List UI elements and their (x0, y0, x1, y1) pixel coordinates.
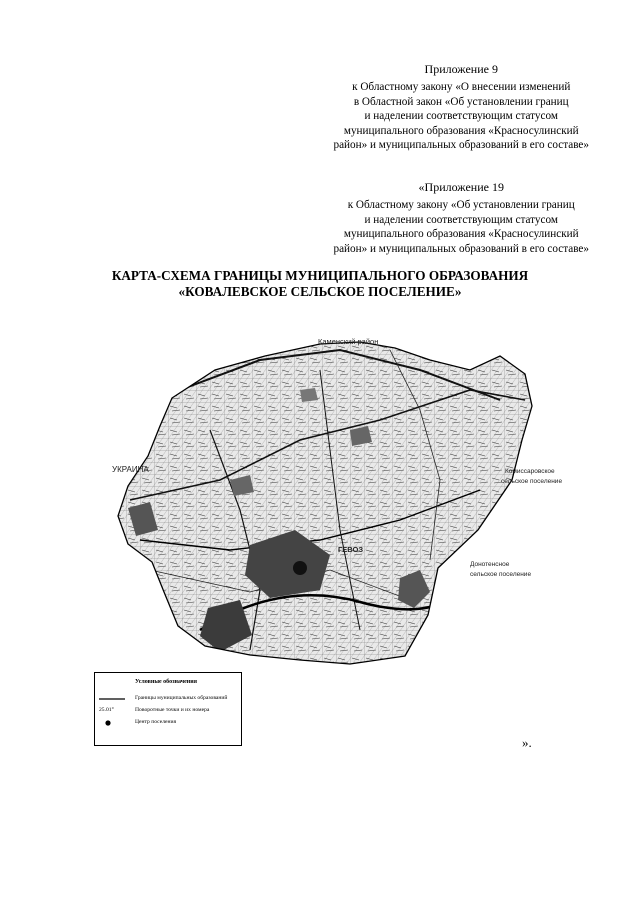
appendix-19-line: муниципального образования «Красносулинский (343, 228, 579, 241)
appendix-9-block (333, 62, 589, 152)
closing-quote: ». (522, 735, 532, 750)
map-label-donetskoe-2: сельское поселение (470, 571, 532, 578)
appendix-9-line: муниципального образования «Красносулинский (343, 124, 579, 137)
map-label-ukraine: УКРАИНА (112, 465, 149, 474)
legend-label: Границы муниципальных образований (135, 695, 228, 701)
map-label-kamensky: Каменский район (318, 337, 379, 346)
map-label-komissarovskoe-1: Комиссаровское (505, 468, 555, 475)
map-label-donetskoe-1: Донотенсное (470, 561, 510, 568)
appendix-9-title: Приложение 9 (424, 62, 498, 76)
legend-item-turning-points (99, 707, 239, 717)
appendix-19-block (333, 180, 589, 256)
appendix-19-line: к Областному закону «Об установлении границ (347, 199, 575, 212)
settlement-center-marker (293, 561, 307, 575)
map-territory (100, 330, 550, 680)
legend-item-boundary (99, 695, 239, 705)
legend-item-center (99, 719, 239, 729)
boundary-line-icon (99, 695, 127, 703)
settlement-center-icon (99, 719, 127, 727)
appendix-9-line: район» и муниципальных образований в его составе» (333, 139, 589, 152)
map-label-center: ГЕВОЗ (338, 545, 364, 554)
settlement-boundary-map (0, 330, 640, 680)
legend-label: Центр поселения (135, 719, 177, 725)
appendix-19-line: и наделении соответствующим статусом (364, 213, 558, 226)
map-label-komissarovskoe-2: сельское поселение (501, 478, 563, 485)
map-legend (94, 672, 242, 746)
appendix-9-line: к Областному закону «О внесении изменений (352, 81, 571, 94)
appendix-9-line: в Областной закон «Об установлении границ (353, 95, 569, 108)
document-title (0, 268, 640, 300)
legend-label: Поворотные точки и их номера (135, 707, 210, 713)
appendix-19-title: «Приложение 19 (418, 180, 504, 194)
document-title-line-1: КАРТА-СХЕМА ГРАНИЦЫ МУНИЦИПАЛЬНОГО ОБРАЗОВАНИЯ (111, 268, 529, 283)
appendix-19-line: район» и муниципальных образований в его составе» (333, 242, 589, 255)
document-title-line-2: «КОВАЛЕВСКОЕ СЕЛЬСКОЕ ПОСЕЛЕНИЕ» (178, 284, 462, 299)
appendix-9-line: и наделении соответствующим статусом (364, 110, 558, 123)
legend-header: Условные обозначения (135, 679, 197, 685)
legend-symbol: 25.01° (99, 707, 114, 713)
